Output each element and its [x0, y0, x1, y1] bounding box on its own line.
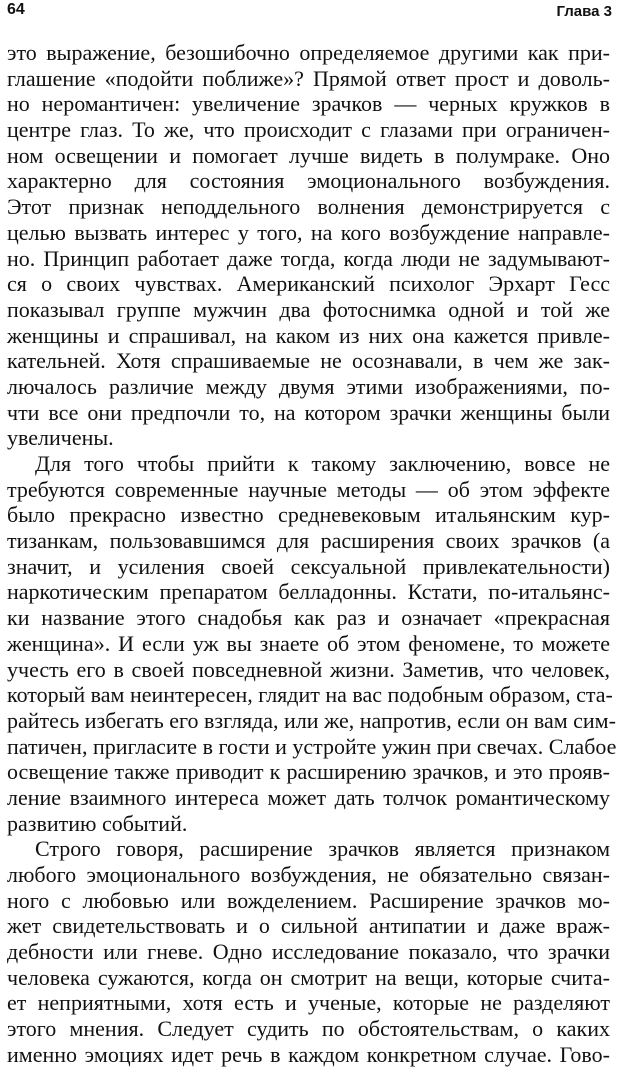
text-line: глашение «подойти поближе»? Прямой ответ прост и доволь- — [7, 65, 610, 91]
running-head — [7, 0, 612, 26]
text-line: Этот признак неподдельного волнения демонстрируется с — [7, 194, 610, 220]
text-line: именно эмоциях идет речь в каждом конкретном случае. Гово- — [7, 1041, 610, 1067]
text-line: ет неприятными, хотя есть и ученые, которые не разделяют — [7, 990, 610, 1016]
text-line: но неромантичен: увеличение зрачков — черных кружков в — [7, 91, 610, 117]
text-line: жет свидетельствовать и о сильной антипатии и даже враж- — [7, 913, 610, 939]
text-line: чти все они предпочли то, на котором зрачки женщины были — [7, 399, 610, 425]
text-line: человека сужаются, когда он смотрит на вещи, которые счита- — [7, 964, 610, 990]
text-line: Для того чтобы прийти к такому заключению, вовсе не — [35, 451, 610, 476]
text-line: женщина». И если уж вы знаете об этом феномене, то можете — [7, 630, 610, 656]
text-line: целью вызвать интерес у того, на кого возбуждение направле- — [7, 219, 610, 245]
text-line: ки название этого снадобья как раз и означает «прекрасная — [7, 605, 610, 631]
paragraph — [7, 836, 610, 1067]
text-line: центре глаз. То же, что происходит с глазами при ограничен- — [7, 117, 610, 143]
text-line: наркотическим препаратом белладонны. Кстати, по-итальянс- — [7, 579, 610, 605]
text-line: этого мнения. Следует судить по обстоятельствам, о каких — [7, 1016, 610, 1042]
text-line: требуются современные научные методы — об этом эффекте — [7, 476, 610, 502]
text-line: тизанкам, пользовавшимся для расширения своих зрачков (а — [7, 528, 610, 554]
text-line: показывал группе мужчин два фотоснимка одной и той же — [7, 296, 610, 322]
text-line: ном освещении и помогает лучше видеть в полумраке. Оно — [7, 142, 610, 168]
text-line: это выражение, безошибочно определяемое другими как при- — [7, 40, 610, 65]
text-line: женщины и спрашивал, на каком из них она кажется привле- — [7, 322, 610, 348]
text-line: лючалось различие между двумя этими изображениями, по- — [7, 373, 610, 399]
text-line: кательней. Хотя спрашиваемые не осознавали, в чем же зак- — [7, 348, 610, 374]
text-line: развитию событий. — [7, 810, 188, 836]
paragraph — [7, 40, 610, 451]
text-line: увеличены. — [7, 425, 114, 451]
text-line: дебности или гневе. Одно исследование показало, что зрачки — [7, 939, 610, 965]
paragraph — [7, 451, 617, 836]
body-text — [7, 40, 617, 1068]
text-line: было прекрасно известно средневековым итальянским кур- — [7, 502, 610, 528]
text-line: ся о своих чувствах. Американский психолог Эрхарт Гесс — [7, 271, 610, 297]
chapter-label: Глава 3 — [556, 3, 612, 20]
text-line: освещение также приводит к расширению зрачков, и это прояв- — [7, 759, 610, 785]
text-line: Строго говоря, расширение зрачков является признаком — [35, 836, 610, 862]
text-line: любого эмоционального возбуждения, не обязательно связан- — [7, 862, 610, 887]
text-line: райтесь избегать его взгляда, или же, напротив, если он вам сим- — [7, 707, 616, 733]
text-line: ление взаимного интереса может дать толчок романтическому — [7, 784, 610, 810]
page-number: 64 — [7, 1, 25, 18]
text-line: но. Принцип работает даже тогда, когда люди не задумывают- — [7, 245, 610, 271]
text-line: патичен, пригласите в гости и устройте ужин при свечах. Слабое — [7, 733, 617, 759]
text-line: учесть его в своей повседневной жизни. Заметив, что человек, — [7, 656, 610, 682]
text-line: который вам неинтересен, глядит на вас подобным образом, ста- — [7, 682, 613, 708]
text-line: ного с любовью или вожделением. Расширение зрачков мо- — [7, 887, 610, 913]
text-line: значит, и усиления своей сексуальной привлекательности) — [7, 553, 610, 579]
text-line: характерно для состояния эмоционального возбуждения. — [7, 168, 610, 194]
